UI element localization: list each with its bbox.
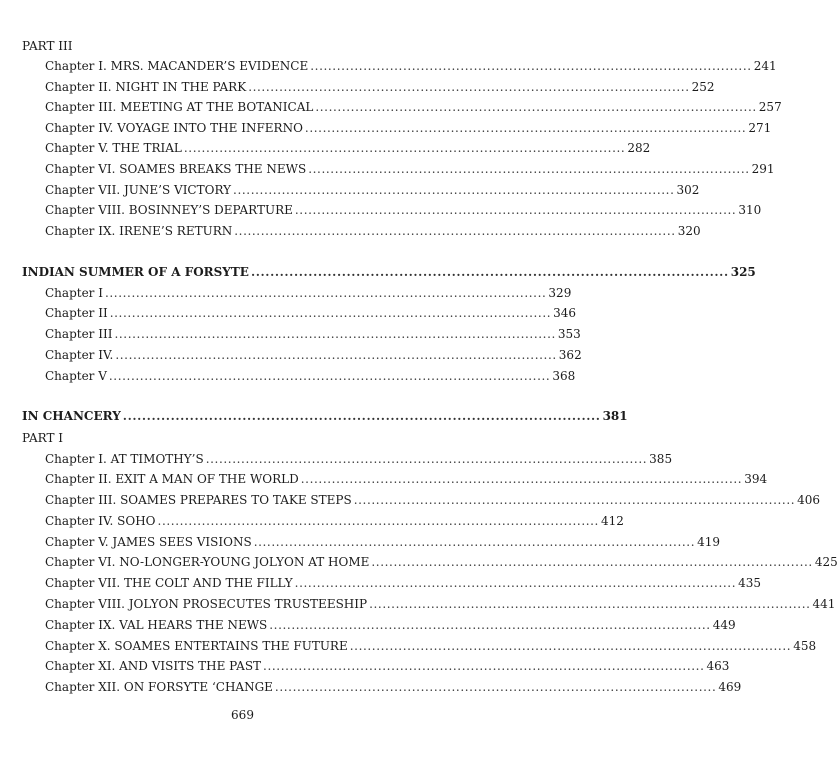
toc-entry[interactable] bbox=[0, 324, 581, 344]
dot-leader: .................................................................................................... bbox=[205, 452, 648, 466]
entry-page: 469 bbox=[718, 680, 742, 694]
toc-entry[interactable] bbox=[0, 97, 782, 117]
entry-title: Chapter IV. VOYAGE INTO THE INFERNO bbox=[45, 121, 303, 135]
dot-leader: .................................................................................................... bbox=[269, 618, 711, 632]
toc-entry[interactable] bbox=[0, 180, 700, 200]
dot-leader: .................................................................................................... bbox=[108, 369, 551, 383]
book-entry[interactable] bbox=[0, 406, 628, 426]
dot-leader: .................................................................................................... bbox=[304, 121, 747, 135]
entry-page: 329 bbox=[548, 286, 572, 300]
toc-entry[interactable] bbox=[0, 573, 762, 593]
entry-title: Chapter VI. SOAMES BREAKS THE NEWS bbox=[45, 162, 307, 176]
toc-entry[interactable] bbox=[0, 77, 715, 97]
page-number: 669 bbox=[231, 708, 254, 722]
toc-entry[interactable] bbox=[0, 552, 838, 572]
entry-title: Chapter II bbox=[45, 306, 108, 320]
entry-page: 271 bbox=[748, 121, 772, 135]
toc-entry[interactable] bbox=[0, 449, 673, 469]
dot-leader: .................................................................................................... bbox=[300, 472, 743, 486]
dot-leader: .................................................................................................... bbox=[371, 555, 813, 569]
entry-page: 441 bbox=[812, 597, 836, 611]
toc-entry[interactable] bbox=[0, 615, 736, 635]
toc-entry[interactable] bbox=[0, 469, 768, 489]
dot-leader: .................................................................................................... bbox=[248, 80, 690, 94]
entry-page: 291 bbox=[751, 162, 775, 176]
entry-title: Chapter V. THE TRIAL bbox=[45, 141, 182, 155]
part-heading: PART I bbox=[22, 431, 64, 445]
dot-leader: .................................................................................................... bbox=[114, 327, 556, 341]
entry-page: 282 bbox=[627, 141, 651, 155]
dot-leader: .................................................................................................... bbox=[115, 348, 557, 362]
book-title: INDIAN SUMMER OF A FORSYTE bbox=[22, 265, 249, 279]
toc-entry[interactable] bbox=[0, 677, 742, 697]
dot-leader: .................................................................................................... bbox=[369, 597, 811, 611]
entry-page: 458 bbox=[793, 639, 817, 653]
entry-page: 406 bbox=[797, 493, 821, 507]
dot-leader: .................................................................................................... bbox=[308, 162, 750, 176]
dot-leader: .................................................................................................... bbox=[157, 514, 599, 528]
toc-entry[interactable] bbox=[0, 366, 576, 386]
dot-leader: .................................................................................................... bbox=[109, 306, 552, 320]
toc-entry[interactable] bbox=[0, 490, 821, 510]
entry-title: Chapter III bbox=[45, 327, 113, 341]
dot-leader: .................................................................................................... bbox=[122, 409, 601, 423]
entry-title: Chapter I. AT TIMOTHY’S bbox=[45, 452, 204, 466]
dot-leader: .................................................................................................... bbox=[353, 493, 796, 507]
entry-page: 463 bbox=[706, 659, 730, 673]
entry-title: Chapter I. MRS. MACANDER’S EVIDENCE bbox=[45, 59, 309, 73]
dot-leader: .................................................................................................... bbox=[253, 535, 696, 549]
entry-page: 435 bbox=[738, 576, 762, 590]
book-page: 325 bbox=[730, 265, 756, 279]
entry-page: 353 bbox=[557, 327, 581, 341]
entry-title: Chapter I bbox=[45, 286, 103, 300]
entry-page: 302 bbox=[676, 183, 700, 197]
entry-title: Chapter II. NIGHT IN THE PARK bbox=[45, 80, 247, 94]
dot-leader: .................................................................................................... bbox=[349, 639, 792, 653]
entry-title: Chapter XII. ON FORSYTE ‘CHANGE bbox=[45, 680, 273, 694]
dot-leader: .................................................................................................... bbox=[104, 286, 547, 300]
dot-leader: .................................................................................................... bbox=[263, 659, 705, 673]
dot-leader: .................................................................................................... bbox=[250, 265, 729, 279]
entry-page: 346 bbox=[553, 306, 577, 320]
toc-entry[interactable] bbox=[0, 345, 582, 365]
toc-entry[interactable] bbox=[0, 200, 762, 220]
entry-title: Chapter VIII. BOSINNEY’S DEPARTURE bbox=[45, 203, 293, 217]
entry-title: Chapter IX. VAL HEARS THE NEWS bbox=[45, 618, 268, 632]
toc-entry[interactable] bbox=[0, 532, 721, 552]
dot-leader: .................................................................................................... bbox=[274, 680, 717, 694]
toc-entry[interactable] bbox=[0, 159, 775, 179]
part-heading: PART III bbox=[22, 39, 73, 53]
entry-title: Chapter X. SOAMES ENTERTAINS THE FUTURE bbox=[45, 639, 348, 653]
entry-page: 394 bbox=[744, 472, 768, 486]
toc-entry[interactable] bbox=[0, 656, 730, 676]
toc-entry[interactable] bbox=[0, 283, 572, 303]
toc-entry[interactable] bbox=[0, 636, 817, 656]
entry-title: Chapter V. JAMES SEES VISIONS bbox=[45, 535, 252, 549]
entry-title: Chapter VII. JUNE’S VICTORY bbox=[45, 183, 232, 197]
entry-title: Chapter III. SOAMES PREPARES TO TAKE STEPS bbox=[45, 493, 352, 507]
entry-title: Chapter VII. THE COLT AND THE FILLY bbox=[45, 576, 293, 590]
dot-leader: .................................................................................................... bbox=[294, 203, 737, 217]
book-entry[interactable] bbox=[0, 262, 756, 282]
entry-page: 412 bbox=[600, 514, 624, 528]
dot-leader: .................................................................................................... bbox=[294, 576, 737, 590]
dot-leader: .................................................................................................... bbox=[183, 141, 626, 155]
book-title: IN CHANCERY bbox=[22, 409, 121, 423]
entry-page: 257 bbox=[758, 100, 782, 114]
entry-title: Chapter III. MEETING AT THE BOTANICAL bbox=[45, 100, 314, 114]
book-page: 381 bbox=[602, 409, 628, 423]
entry-title: Chapter V bbox=[45, 369, 107, 383]
toc-entry[interactable] bbox=[0, 118, 772, 138]
dot-leader: .................................................................................................... bbox=[234, 224, 676, 238]
toc-entry[interactable] bbox=[0, 303, 577, 323]
entry-page: 419 bbox=[697, 535, 721, 549]
entry-page: 362 bbox=[558, 348, 582, 362]
toc-entry[interactable] bbox=[0, 221, 701, 241]
dot-leader: .................................................................................................... bbox=[315, 100, 757, 114]
toc-entry[interactable] bbox=[0, 56, 777, 76]
entry-title: Chapter XI. AND VISITS THE PAST bbox=[45, 659, 262, 673]
dot-leader: .................................................................................................... bbox=[310, 59, 752, 73]
dot-leader: .................................................................................................... bbox=[233, 183, 675, 197]
entry-page: 310 bbox=[738, 203, 762, 217]
toc-entry[interactable] bbox=[0, 594, 836, 614]
entry-title: Chapter II. EXIT A MAN OF THE WORLD bbox=[45, 472, 299, 486]
entry-page: 449 bbox=[712, 618, 736, 632]
entry-title: Chapter VI. NO-LONGER-YOUNG JOLYON AT HOME bbox=[45, 555, 370, 569]
entry-title: Chapter IV. SOHO bbox=[45, 514, 156, 528]
entry-page: 385 bbox=[649, 452, 673, 466]
entry-title: Chapter IV. bbox=[45, 348, 114, 362]
entry-page: 320 bbox=[677, 224, 701, 238]
toc-entry[interactable] bbox=[0, 138, 651, 158]
toc-entry[interactable] bbox=[0, 511, 624, 531]
entry-title: Chapter VIII. JOLYON PROSECUTES TRUSTEESHIP bbox=[45, 597, 368, 611]
entry-page: 241 bbox=[753, 59, 777, 73]
entry-page: 368 bbox=[552, 369, 576, 383]
entry-page: 425 bbox=[814, 555, 838, 569]
entry-title: Chapter IX. IRENE’S RETURN bbox=[45, 224, 233, 238]
entry-page: 252 bbox=[691, 80, 715, 94]
